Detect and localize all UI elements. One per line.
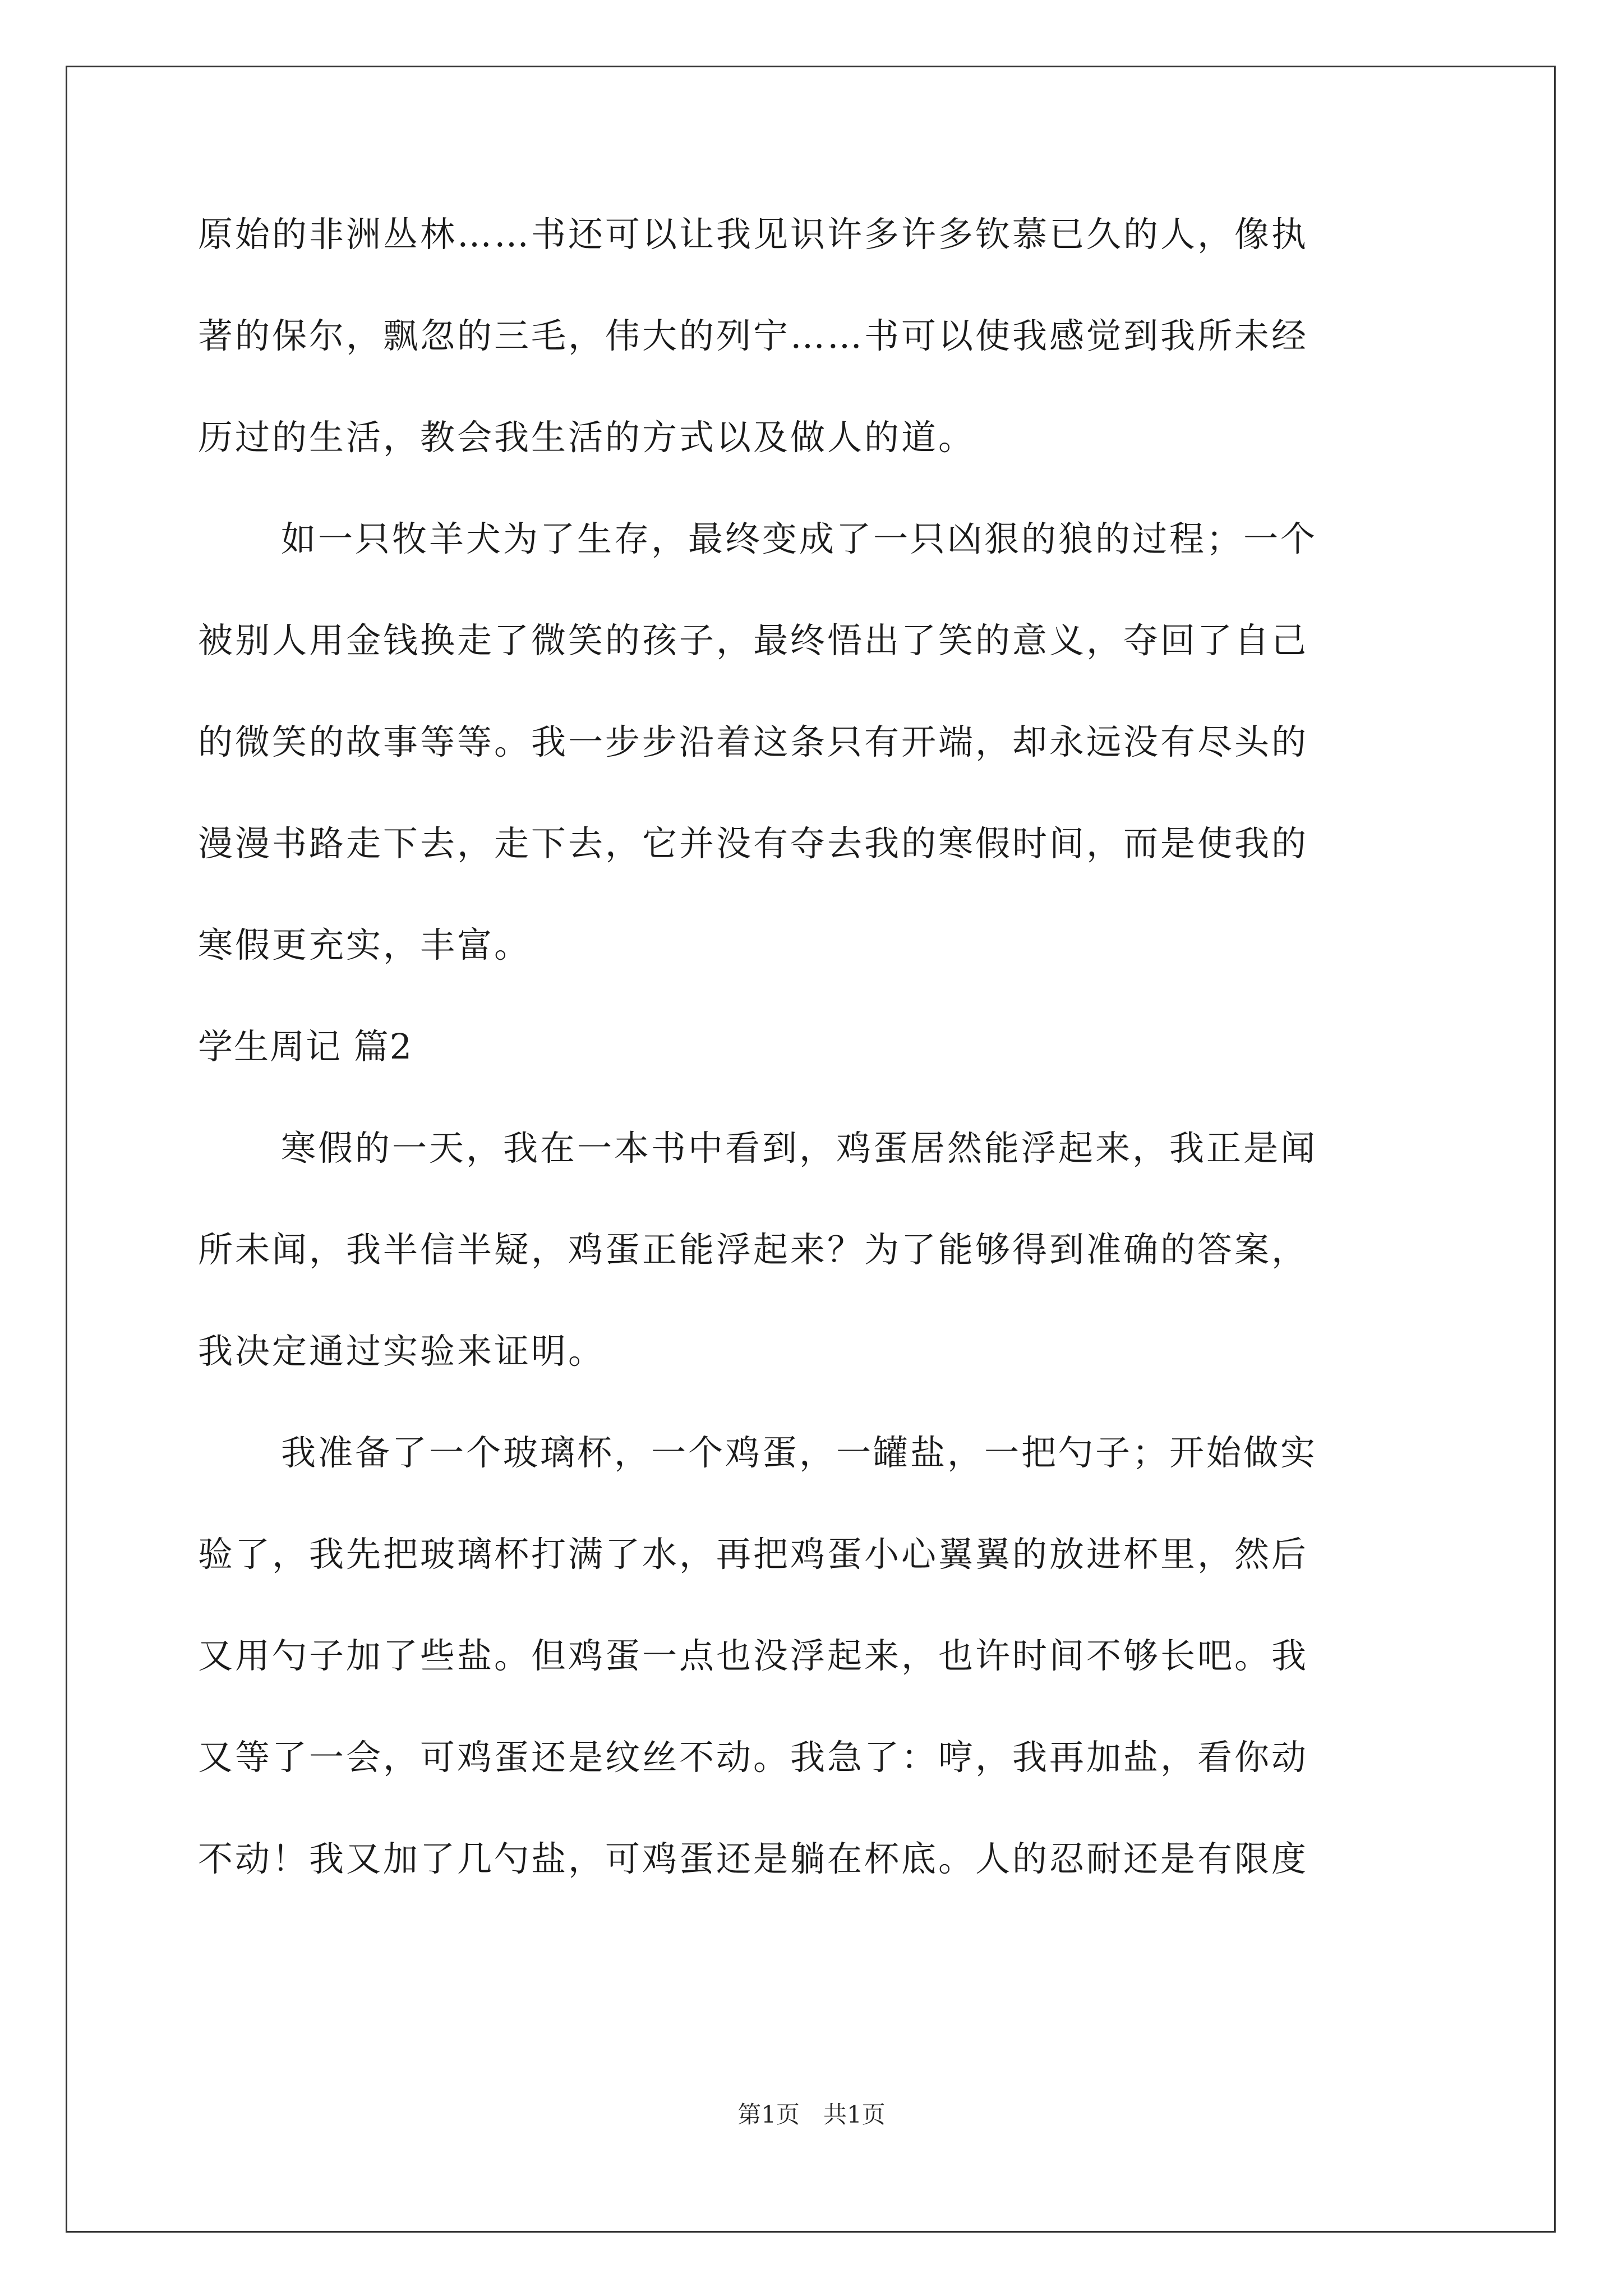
text-line: 历过的生活，教会我生活的方式以及做人的道。	[198, 417, 976, 458]
text-line: 又用勺子加了些盐。但鸡蛋一点也没浮起来，也许时间不够长吧。我	[198, 1635, 1309, 1676]
text-line: 验了，我先把玻璃杯打满了水，再把鸡蛋小心翼翼的放进杯里，然后	[198, 1534, 1309, 1575]
document-body	[198, 212, 1432, 1938]
text-line: 又等了一会，可鸡蛋还是纹丝不动。我急了：哼，我再加盐，看你动	[198, 1737, 1309, 1778]
text-line: 我决定通过实验来证明。	[198, 1331, 606, 1372]
text-line: 寒假的一天，我在一本书中看到，鸡蛋居然能浮起来，我正是闻	[281, 1128, 1318, 1168]
text-line: 如一只牧羊犬为了生存，最终变成了一只凶狠的狼的过程；一个	[281, 518, 1318, 559]
page-number: 第1页 共1页	[737, 2101, 886, 2128]
text-line: 著的保尔，飘忽的三毛，伟大的列宁……书可以使我感觉到我所未经	[198, 315, 1309, 356]
text-line: 原始的非洲丛林……书还可以让我见识许多许多钦慕已久的人，像执	[198, 214, 1309, 255]
text-line: 所未闻，我半信半疑，鸡蛋正能浮起来？为了能够得到准确的答案，	[198, 1229, 1309, 1270]
text-line: 被别人用金钱换走了微笑的孩子，最终悟出了笑的意义，夺回了自己	[198, 620, 1309, 661]
text-line: 的微笑的故事等等。我一步步沿着这条只有开端，却永远没有尽头的	[198, 721, 1309, 762]
text-line: 漫漫书路走下去，走下去，它并没有夺去我的寒假时间，而是使我的	[198, 823, 1309, 864]
text-line: 我准备了一个玻璃杯，一个鸡蛋，一罐盐，一把勺子；开始做实	[281, 1432, 1318, 1473]
text-line: 不动！我又加了几勺盐，可鸡蛋还是躺在杯底。人的忍耐还是有限度	[198, 1838, 1309, 1879]
section-heading: 学生周记 篇2	[198, 1026, 413, 1067]
text-line: 寒假更充实，丰富。	[198, 924, 532, 965]
